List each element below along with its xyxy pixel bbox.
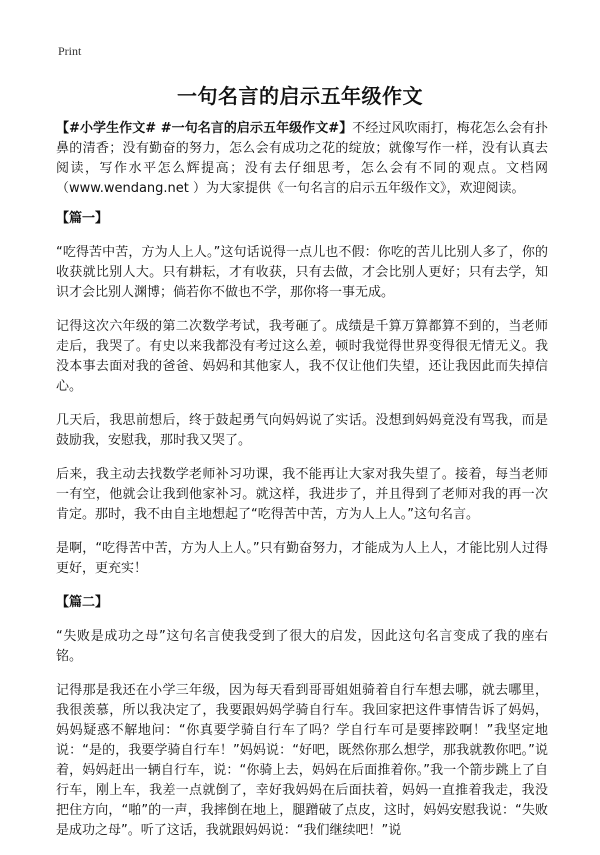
page-title: 一句名言的启示五年级作文 xyxy=(177,84,423,108)
intro-paragraph xyxy=(56,119,548,199)
paragraph: 是啊，“吃得苦中苦，方为人上人。”只有勤奋努力，才能成为人上人，才能比别人过得更好，更充实！ xyxy=(56,541,548,576)
paragraph: “吃得苦中苦，方为人上人。”这句话说得一点儿也不假：你吃的苦儿比别人多了，你的收获就比别人大。只有耕耘，才有收获，只有去做，才会比别人更好；只有去学，知识才会比别人渊博；倘若你不做也不学，那你将一事无成。 xyxy=(56,245,548,300)
section-heading-2: 【篇二】 xyxy=(56,595,109,610)
paragraph: 记得这次六年级的第二次数学考试，我考砸了。成绩是千算万算都算不到的，当老师走后，我哭了。有史以来我都没有考过这么差，顿时我觉得世界变得很无情无义。我没本事去面对我的爸爸、妈妈和其他家人，我不仅让他们失望，还让我因此而失掉信心。 xyxy=(56,319,548,394)
paragraph: 记得那是我还在小学三年级，因为每天看到哥哥姐姐骑着自行车想去哪，就去哪里，我很羡慕，所以我决定了，我要跟妈妈学骑自行车。我回家把这件事情告诉了妈妈，妈妈疑惑不解地问：“你真要学骑自行车了吗？学自行车可是要摔跤啊！”我坚定地说：“是的，我要学骑自行车！”妈妈说：“好吧，既然你那么想学，那我就教你吧。”说着，妈妈赶出一辆自行车，说：“你骑上去，妈妈在后面推着你。”我一个箭步跳上了自行车，刚上车，我差一点就倒了，幸好我妈妈在后面扶着，妈妈一直推着我走，我没把住方向，“啪”的一声，我摔倒在地上，腿蹭破了点皮，这时，妈妈安慰我说：“失败是成功之母”。听了这话，我就跟妈妈说：“我们继续吧！”说 xyxy=(56,683,548,838)
intro-text: 不经过风吹雨打，梅花怎么会有扑鼻的清香；没有勤奋的努力，怎么会有成功之花的绽放；就像写作一样，没有认真去阅读，写作水平怎么辉提高；没有去仔细思考，怎么会有不同的观点。文档网（www.wendang.net ）为大家提供《一句名言的启示五年级作文》，欢迎阅读。 xyxy=(56,121,548,196)
paragraph: 几天后，我思前想后，终于鼓起勇气向妈妈说了实话。没想到妈妈竟没有骂我，而是鼓励我，安慰我，那时我又哭了。 xyxy=(56,413,548,448)
paragraph: “失败是成功之母”这句名言使我受到了很大的启发，因此这句名言变成了我的座右铭。 xyxy=(56,629,548,664)
intro-tag: 【#小学生作文# #一句名言的启示五年级作文#】 xyxy=(56,121,353,136)
article-body xyxy=(56,119,548,855)
section-heading-1: 【篇一】 xyxy=(56,211,109,226)
paragraph: 后来，我主动去找数学老师补习功课，我不能再让大家对我失望了。接着，每当老师一有空，他就会让我到他家补习。就这样，我进步了，并且得到了老师对我的再一次肯定。那时，我不由自主地想起了“吃得苦中苦，方为人上人。”这句名言。 xyxy=(56,467,548,522)
print-link[interactable]: Print xyxy=(58,44,82,58)
